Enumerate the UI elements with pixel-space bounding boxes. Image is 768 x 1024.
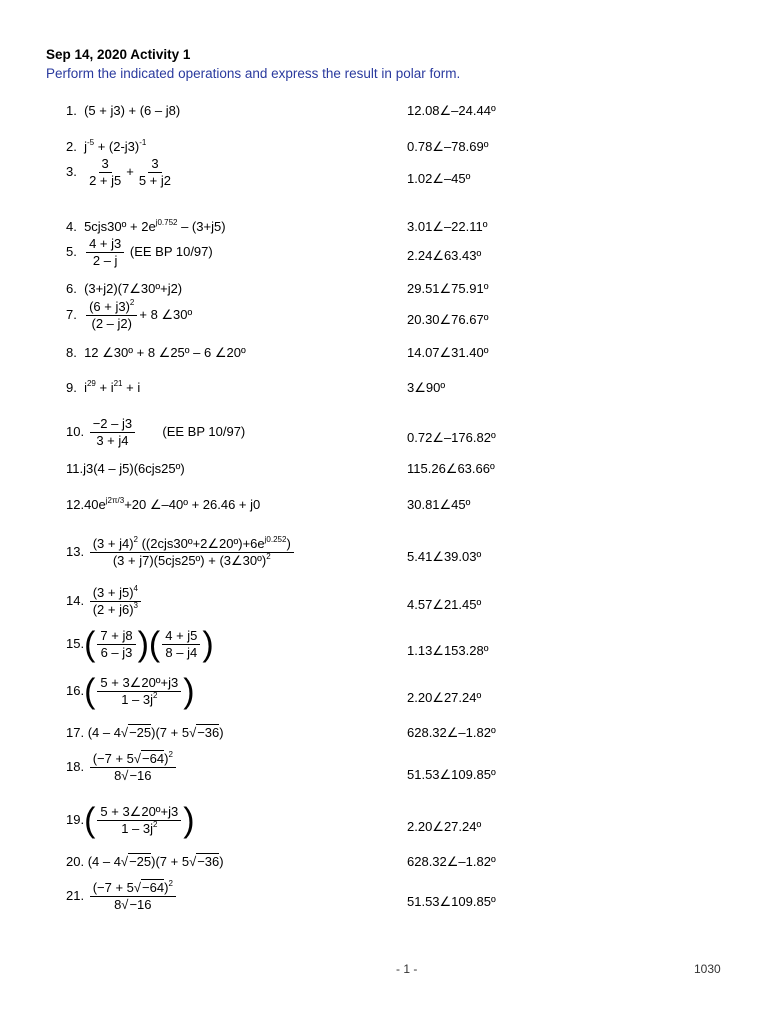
problem-11: 11.j3(4 – j5)(6cjs25º) [66,461,185,476]
answer-2: 0.78∠–78.69º [407,139,489,154]
problem-14: 14. $\frac{(3 + j5)^4}{(2 + j6)^3}$ [66,585,143,618]
problem-12: $12.40e^{j2\pi/3}+20$ ∠–40º + 26.46 + j0 [66,496,261,512]
answer-11: 115.26∠63.66º [407,461,495,476]
page-number: - 1 - [396,962,418,976]
answer-20: 628.32∠–1.82º [407,854,496,869]
answer-15: 1.13∠153.28º [407,643,489,658]
problem-1: 1. (5 + j3) + (6 – j8) [66,103,181,118]
document-code: 1030 [694,962,721,976]
answer-3: 1.02∠–45º [407,171,471,186]
answer-1: 12.08∠–24.44º [407,103,496,118]
problem-8: 8. 12 ∠30º + 8 ∠25º – 6 ∠20º [66,345,246,360]
problem-18: 18. $\frac{(-7 + 5√-64)^2}{8√-16}$ [66,751,178,784]
answer-17: 628.32∠–1.82º [407,725,496,740]
answer-16: 2.20∠27.24º [407,690,482,705]
answer-7: 20.30∠76.67º [407,312,489,327]
problem-13: 13. $\frac{(3 + j4)^2 ((2cjs30º+2\angle 20º)+6e^{j0.252})}{(3 + j7)(5cjs25º) + (3\angle 30º)^2}$ [66,536,296,569]
problem-15: 15.( $\frac{7 + j8}{6 - j3}$ )( $\frac{4 + j5}{8 - j4}$ ) [66,625,214,664]
problem-4: 4. 5cjs30º + $2e^{j0.752} - (3+j5)$ [66,218,226,234]
answer-9: 3∠90º [407,380,446,395]
problem-7: 7. $\frac{(6 + j3)^2}{(2 - j2)}$ + 8 ∠30º [66,298,193,331]
answer-8: 14.07∠31.40º [407,345,489,360]
problem-9: 9. $i^{29} + i^{21} + i$ [66,379,141,395]
answer-4: 3.01∠–22.11º [407,219,488,234]
instruction-text: Perform the indicated operations and express the result in polar form. [46,66,461,81]
answer-21: 51.53∠109.85º [407,894,496,909]
problem-10: 10. $\frac{-2 - j3}{3 + j4}$ (EE BP 10/97) [66,416,246,448]
answer-13: 5.41∠39.03º [407,549,482,564]
problem-19: 19.( $\frac{\text{5 + 3∠20º+j3}}{1 - 3j^2}$ ) [66,801,195,840]
problem-6: 6. (3+j2)(7∠30º+j2) [66,281,183,296]
answer-6: 29.51∠75.91º [407,281,489,296]
problem-17: 17. (4 – 4√−25)(7 + 5√−36) [66,725,224,740]
answer-10: 0.72∠–176.82º [407,430,496,445]
answer-12: 30.81∠45º [407,497,471,512]
problem-3: 3. $\frac{3}{2 + j5}$ + $\frac{3}{5 + j2}$ [66,156,172,188]
problem-16: 16.( $\frac{\text{5 + 3∠20º+j3}}{1 - 3j^2}$ ) [66,672,195,711]
answer-14: 4.57∠21.45º [407,597,482,612]
page-title: Sep 14, 2020 Activity 1 [46,47,191,62]
problem-2: 2. $j^{-5} + (2-j3)^{-1}$ [66,138,147,154]
problem-20: 20. (4 – 4√−25)(7 + 5√−36) [66,854,224,869]
answer-19: 2.20∠27.24º [407,819,482,834]
problem-5: 5. $\frac{4 + j3}{2 - j}$ (EE BP 10/97) [66,236,213,268]
problem-21: 21. $\frac{(-7 + 5√-64)^2}{8√-16}$ [66,880,178,913]
answer-5: 2.24∠63.43º [407,248,482,263]
answer-18: 51.53∠109.85º [407,767,496,782]
